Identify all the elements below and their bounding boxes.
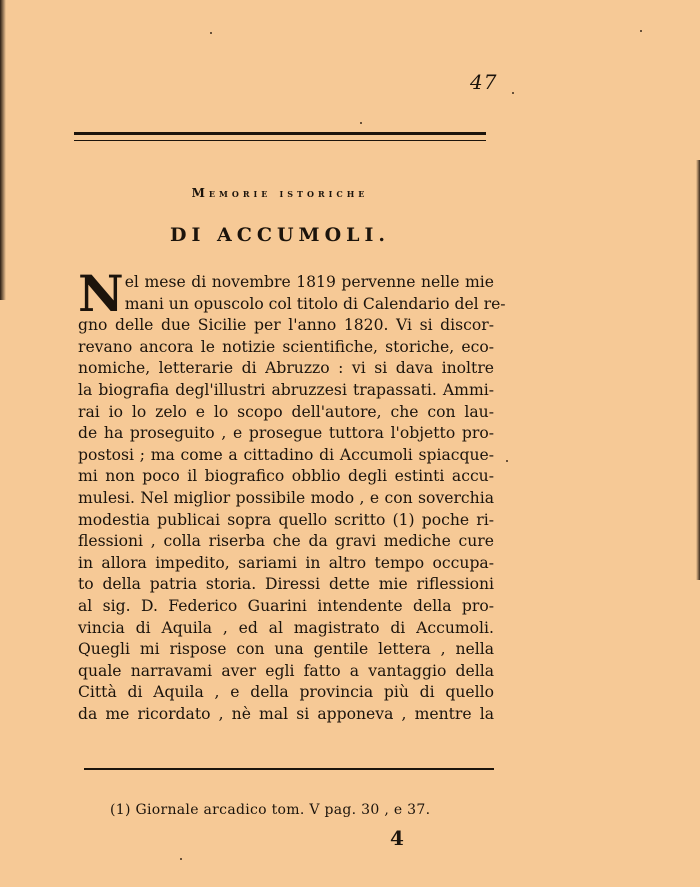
section-title: Memorie istoriche <box>191 186 369 200</box>
section-subtitle: DI ACCUMOLI. <box>170 224 390 246</box>
body-line: gno delle due Sicilie per l'anno 1820. Vi si discor- <box>78 316 494 335</box>
body-line: quale narravami aver egli fatto a vantaggio della <box>78 661 494 680</box>
body-line: nomiche, letterarie di Abruzzo : vi si dava inoltre <box>78 359 494 378</box>
paper-speck <box>210 32 212 34</box>
body-line: mani un opuscolo col titolo di Calendario del re- <box>124 294 506 313</box>
body-line: Quegli mi rispose con una gentile lettera , nella <box>78 640 494 659</box>
body-line: da me ricordato , nè mal si apponeva , mentre la <box>78 704 494 723</box>
body-text <box>78 264 506 725</box>
body-line: mi non poco il biografico obblio degli estinti accu- <box>78 467 494 486</box>
body-line: postosi ; ma come a cittadino di Accumoli spiacque- <box>78 445 494 464</box>
body-line: vincia di Aquila , ed al magistrato di Accumoli. <box>78 618 494 637</box>
footnote-rule <box>84 768 494 770</box>
body-line: Città di Aquila , e della provincia più di quello <box>78 683 494 702</box>
page-number: 47 <box>470 70 498 94</box>
footnote: (1) Giornale arcadico tom. V pag. 30 , e 37. <box>110 802 431 818</box>
body-line: rai io lo zelo e lo scopo dell'autore, che con lau- <box>78 402 494 421</box>
paper-speck <box>180 858 182 860</box>
body-line: mulesi. Nel miglior possibile modo , e con soverchia <box>78 488 494 507</box>
page-edge-left <box>0 0 6 300</box>
body-line: el mese di novembre 1819 pervenne nelle mie <box>124 273 494 291</box>
body-line: de ha proseguito , e prosegue tuttora l'objetto pro- <box>78 424 494 443</box>
body-line: al sig. D. Federico Guarini intendente della pro- <box>78 596 494 615</box>
body-line: modestia publicai sopra quello scritto (1) poche ri- <box>78 510 494 529</box>
body-line: flessioni , colla riserba che da gravi mediche cure <box>78 532 494 551</box>
signature-mark: 4 <box>390 826 404 850</box>
paper-speck <box>512 92 514 94</box>
body-line: revano ancora le notizie scientifiche, storiche, eco- <box>78 337 494 356</box>
paper-speck <box>360 122 362 124</box>
paper-speck <box>506 460 508 462</box>
paper-speck <box>640 30 642 32</box>
body-line: to della patria storia. Diressi dette mie riflessioni <box>78 575 494 594</box>
page-edge-right <box>696 160 700 580</box>
body-line: in allora impedito, sariami in altro tempo occupa- <box>78 553 494 572</box>
drop-cap: N <box>78 264 124 323</box>
header-double-rule <box>74 132 486 141</box>
body-line: la biografia degl'illustri abruzzesi trapassati. Ammi- <box>78 380 494 399</box>
